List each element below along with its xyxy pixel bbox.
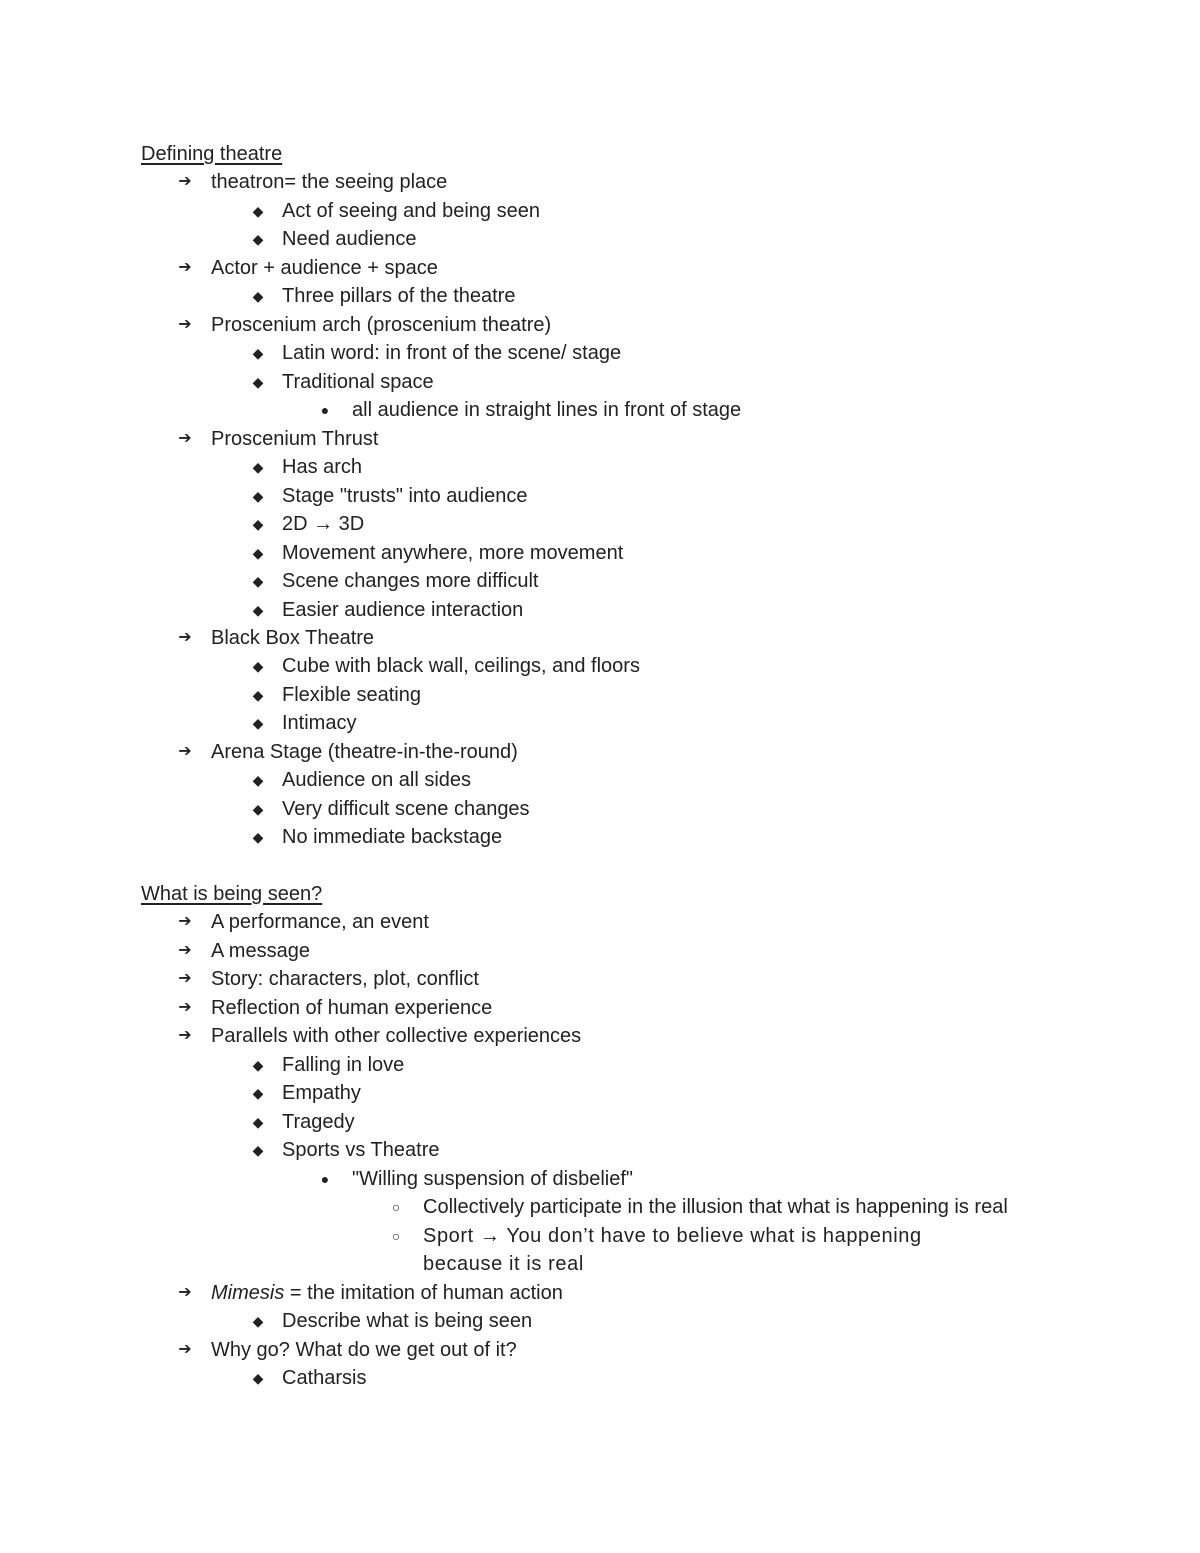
list-item [0, 1336, 1200, 1364]
arrow-bullet-icon: ➔ [178, 743, 192, 760]
list-item-text: Parallels with other collective experiences [211, 1025, 582, 1047]
list-item-text: Stage "trusts" into audience [282, 485, 528, 507]
filled-circle-bullet-icon: ● [320, 402, 330, 418]
list-item [0, 1051, 1200, 1079]
list-item-text: Cube with black wall, ceilings, and floors [282, 655, 640, 677]
list-item-text: all audience in straight lines in front of stage [352, 399, 742, 421]
list-item-text: theatron= the seeing place [211, 171, 448, 193]
list-item [0, 168, 1200, 196]
arrow-bullet-icon: ➔ [178, 629, 192, 646]
list-item-text: Proscenium Thrust [211, 428, 379, 450]
diamond-bullet-icon: ◆ [252, 801, 264, 817]
arrow-bullet-icon: ➔ [178, 316, 192, 333]
list-item [0, 225, 1200, 253]
list-item [0, 1136, 1200, 1164]
diamond-bullet-icon: ◆ [252, 374, 264, 390]
list-item-text: Sports vs Theatre [282, 1139, 440, 1161]
list-item [0, 1193, 1200, 1221]
list-item [0, 254, 1200, 282]
list-item [0, 453, 1200, 481]
list-item-text: Tragedy [282, 1111, 355, 1133]
list-item-text: No immediate backstage [282, 826, 503, 848]
list-item-rest: = the imitation of human action [284, 1282, 563, 1304]
list-item [0, 282, 1200, 310]
list-item-continuation: because it is real [423, 1253, 584, 1275]
list-item [0, 510, 1200, 538]
list-item-text: 2D → 3D [282, 513, 365, 535]
list-item [0, 738, 1200, 766]
list-item [0, 1022, 1200, 1050]
diamond-bullet-icon: ◆ [252, 772, 264, 788]
list-item [0, 766, 1200, 794]
diamond-bullet-icon: ◆ [252, 1142, 264, 1158]
list-item-text: Easier audience interaction [282, 599, 524, 621]
diamond-bullet-icon: ◆ [252, 687, 264, 703]
diamond-bullet-icon: ◆ [252, 1114, 264, 1130]
list-item-text: Flexible seating [282, 684, 421, 706]
diamond-bullet-icon: ◆ [252, 516, 264, 532]
list-item [0, 795, 1200, 823]
italic-term: Mimesis [211, 1282, 285, 1304]
list-item-text: Scene changes more difficult [282, 570, 539, 592]
arrow-bullet-icon: ➔ [178, 430, 192, 447]
arrow-bullet-icon: ➔ [178, 173, 192, 190]
list-item [0, 482, 1200, 510]
diamond-bullet-icon: ◆ [252, 573, 264, 589]
list-item-text: Actor + audience + space [211, 257, 438, 279]
diamond-bullet-icon: ◆ [252, 1313, 264, 1329]
list-item [0, 539, 1200, 567]
list-item-text: Black Box Theatre [211, 627, 375, 649]
list-item [0, 311, 1200, 339]
list-item-text: Very difficult scene changes [282, 798, 530, 820]
arrow-bullet-icon: ➔ [178, 913, 192, 930]
list-item [0, 908, 1200, 936]
diamond-bullet-icon: ◆ [252, 1370, 264, 1386]
list-item-text: Why go? What do we get out of it? [211, 1339, 517, 1361]
diamond-bullet-icon: ◆ [252, 545, 264, 561]
list-item-text: Act of seeing and being seen [282, 200, 540, 222]
list-item-text: Empathy [282, 1082, 361, 1104]
list-item [0, 709, 1200, 737]
list-item-text: Story: characters, plot, conflict [211, 968, 479, 990]
list-item [0, 1108, 1200, 1136]
list-item [0, 339, 1200, 367]
list-item [0, 197, 1200, 225]
list-item-text: Reflection of human experience [211, 997, 493, 1019]
list-item [0, 396, 1200, 424]
list-item [0, 596, 1200, 624]
section-heading: Defining theatre [141, 143, 283, 165]
diamond-bullet-icon: ◆ [252, 459, 264, 475]
list-item [0, 1250, 1200, 1278]
list-item [0, 1279, 1200, 1307]
diamond-bullet-icon: ◆ [252, 829, 264, 845]
diamond-bullet-icon: ◆ [252, 288, 264, 304]
arrow-bullet-icon: ➔ [178, 942, 192, 959]
list-item [0, 937, 1200, 965]
arrow-bullet-icon: ➔ [178, 999, 192, 1016]
list-item [0, 1222, 1200, 1250]
list-item [0, 994, 1200, 1022]
list-item [0, 368, 1200, 396]
hollow-circle-bullet-icon: ○ [391, 1228, 401, 1244]
diamond-bullet-icon: ◆ [252, 1085, 264, 1101]
list-item-text: Latin word: in front of the scene/ stage [282, 342, 622, 364]
list-item-text: Collectively participate in the illusion that what is happening is real [423, 1196, 1008, 1218]
arrow-bullet-icon: ➔ [178, 1027, 192, 1044]
diamond-bullet-icon: ◆ [252, 602, 264, 618]
list-item-text: Traditional space [282, 371, 434, 393]
list-item-text: Three pillars of the theatre [282, 285, 516, 307]
list-item-text: Sport → You don’t have to believe what is happening [423, 1225, 922, 1247]
diamond-bullet-icon: ◆ [252, 345, 264, 361]
list-item [0, 652, 1200, 680]
diamond-bullet-icon: ◆ [252, 1057, 264, 1073]
list-item-text [211, 1279, 563, 1307]
arrow-bullet-icon: ➔ [178, 970, 192, 987]
list-item [0, 1165, 1200, 1193]
list-item [0, 965, 1200, 993]
section-heading: What is being seen? [141, 883, 323, 905]
diamond-bullet-icon: ◆ [252, 203, 264, 219]
diamond-bullet-icon: ◆ [252, 231, 264, 247]
arrow-bullet-icon: ➔ [178, 1341, 192, 1358]
list-item-text: Arena Stage (theatre-in-the-round) [211, 741, 518, 763]
list-item [0, 823, 1200, 851]
list-item-text: Movement anywhere, more movement [282, 542, 624, 564]
diamond-bullet-icon: ◆ [252, 488, 264, 504]
filled-circle-bullet-icon: ● [320, 1171, 330, 1187]
list-item-text: Need audience [282, 228, 417, 250]
list-item-text: Catharsis [282, 1367, 367, 1389]
list-item [0, 1307, 1200, 1335]
list-item-text: Proscenium arch (proscenium theatre) [211, 314, 552, 336]
list-item-text: Has arch [282, 456, 363, 478]
list-item-text: Audience on all sides [282, 769, 472, 791]
list-item [0, 1079, 1200, 1107]
list-item-text: Intimacy [282, 712, 357, 734]
list-item [0, 681, 1200, 709]
list-item-text: Falling in love [282, 1054, 405, 1076]
list-item-text: A performance, an event [211, 911, 429, 933]
list-item-text: A message [211, 940, 310, 962]
list-item [0, 567, 1200, 595]
arrow-bullet-icon: ➔ [178, 259, 192, 276]
hollow-circle-bullet-icon: ○ [391, 1199, 401, 1215]
list-item [0, 1364, 1200, 1392]
arrow-bullet-icon: ➔ [178, 1284, 192, 1301]
list-item-text: "Willing suspension of disbelief" [352, 1168, 634, 1190]
diamond-bullet-icon: ◆ [252, 715, 264, 731]
list-item [0, 624, 1200, 652]
list-item-text: Describe what is being seen [282, 1310, 533, 1332]
list-item [0, 425, 1200, 453]
diamond-bullet-icon: ◆ [252, 658, 264, 674]
